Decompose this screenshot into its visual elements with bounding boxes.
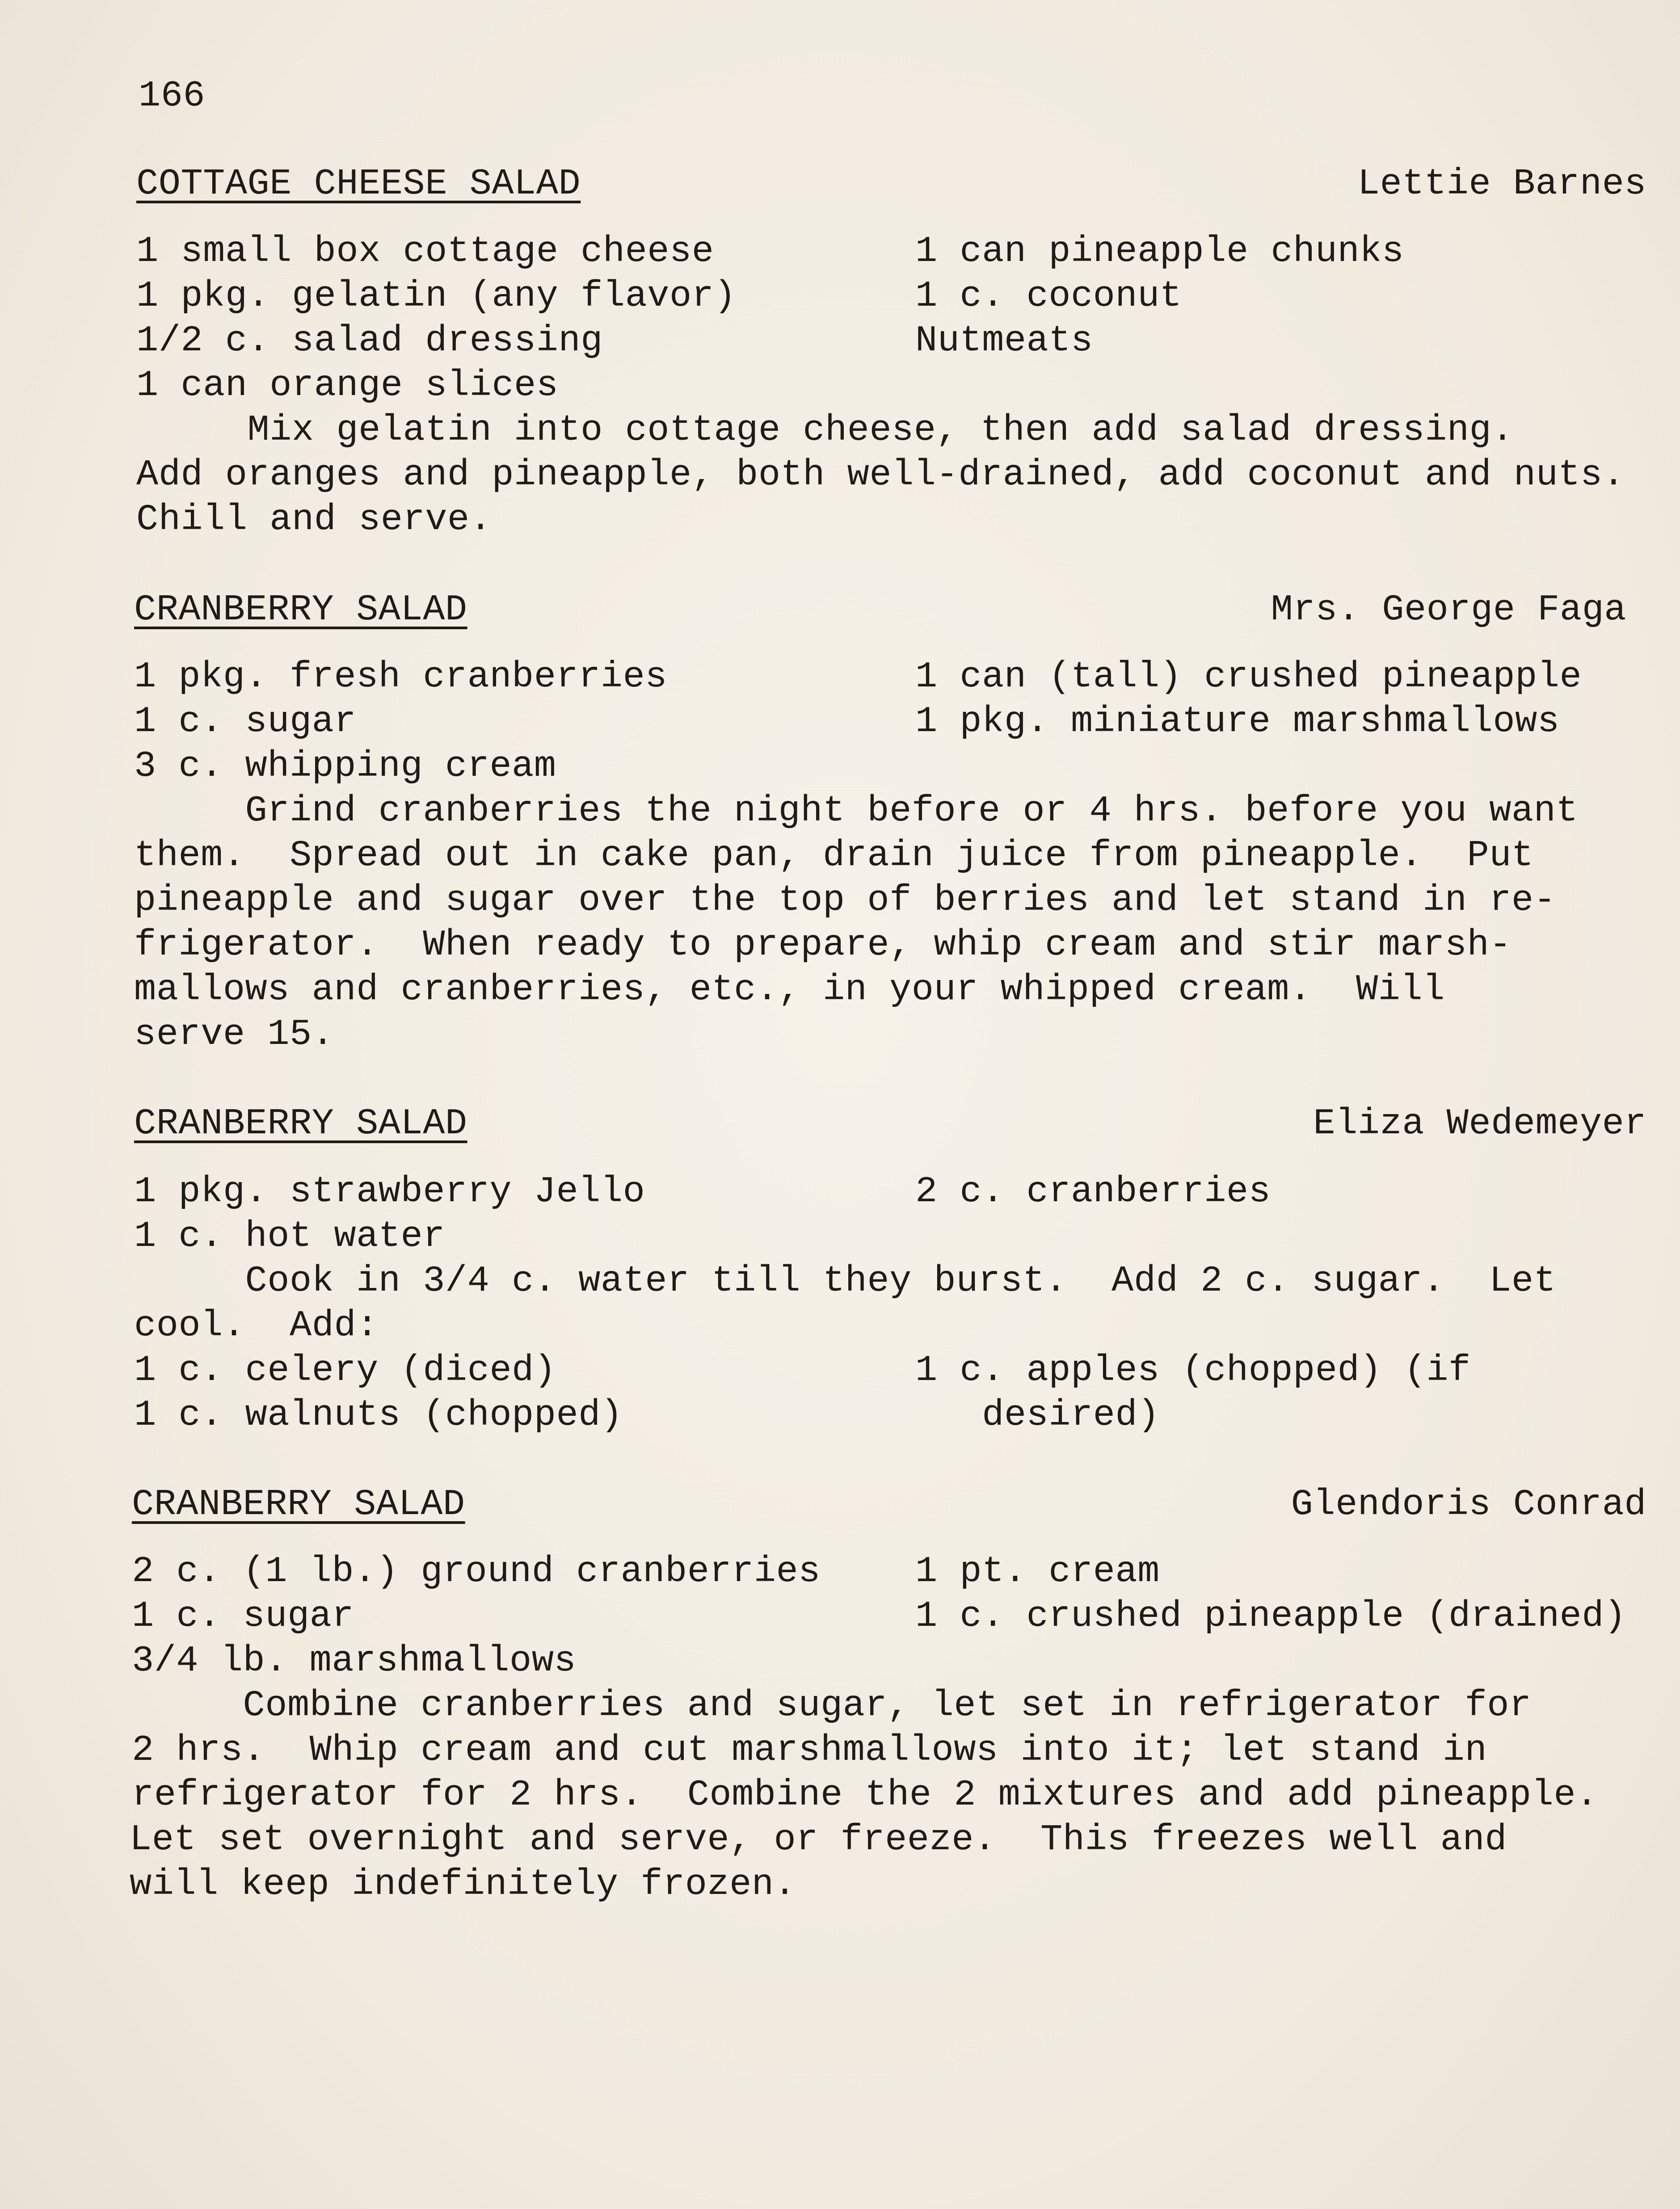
direction-line: 2 hrs. Whip cream and cut marshmallows into it; let stand in bbox=[132, 1729, 1487, 1771]
direction-line: pineapple and sugar over the top of berries and let stand in re- bbox=[134, 879, 1556, 921]
ingredient: 1 c. sugar bbox=[134, 701, 357, 742]
ingredient: 3 c. whipping cream bbox=[134, 745, 556, 787]
recipe-author: Lettie Barnes bbox=[1357, 163, 1646, 205]
ingredient: 2 c. cranberries bbox=[915, 1171, 1271, 1212]
direction-line: will keep indefinitely frozen. bbox=[130, 1864, 796, 1905]
ingredient: 1 c. celery (diced) bbox=[134, 1350, 556, 1391]
recipe-title: COTTAGE CHEESE SALAD bbox=[136, 163, 581, 205]
direction-line: cool. Add: bbox=[134, 1305, 379, 1346]
direction-line: Mix gelatin into cottage cheese, then add salad dressing. bbox=[136, 409, 1514, 451]
direction-line: Cook in 3/4 c. water till they burst. Add 2 c. sugar. Let bbox=[134, 1260, 1556, 1302]
ingredient: 1 can pineapple chunks bbox=[915, 231, 1404, 272]
direction-line: them. Spread out in cake pan, drain juice from pineapple. Put bbox=[134, 835, 1534, 876]
ingredient: 1 c. walnuts (chopped) bbox=[134, 1394, 623, 1436]
ingredient: 1 pt. cream bbox=[915, 1551, 1160, 1592]
direction-line: Add oranges and pineapple, both well-drained, add coconut and nuts. bbox=[136, 454, 1625, 496]
ingredient: 1 small box cottage cheese bbox=[136, 231, 714, 272]
direction-line: serve 15. bbox=[134, 1014, 334, 1055]
direction-line: frigerator. When ready to prepare, whip cream and stir marsh- bbox=[134, 924, 1512, 966]
direction-line: refrigerator for 2 hrs. Combine the 2 mixtures and add pineapple. bbox=[132, 1774, 1598, 1816]
ingredient: 1 c. crushed pineapple (drained) bbox=[915, 1595, 1626, 1637]
ingredient: Nutmeats bbox=[915, 320, 1093, 362]
direction-line: mallows and cranberries, etc., in your whipped cream. Will bbox=[134, 969, 1445, 1010]
ingredient: desired) bbox=[915, 1394, 1160, 1436]
ingredient: 3/4 lb. marshmallows bbox=[132, 1640, 577, 1682]
recipe-author: Eliza Wedemeyer bbox=[1313, 1103, 1646, 1144]
ingredient: 1 c. apples (chopped) (if bbox=[915, 1350, 1471, 1391]
recipe-title: CRANBERRY SALAD bbox=[134, 589, 467, 631]
ingredient: 1 c. hot water bbox=[134, 1216, 445, 1257]
direction-line: Chill and serve. bbox=[136, 499, 492, 540]
direction-line: Combine cranberries and sugar, let set in refrigerator for bbox=[132, 1685, 1532, 1726]
ingredient: 1 pkg. strawberry Jello bbox=[134, 1171, 645, 1212]
recipe-title: CRANBERRY SALAD bbox=[132, 1484, 465, 1525]
ingredient: 1 pkg. gelatin (any flavor) bbox=[136, 275, 737, 317]
ingredient: 1 c. coconut bbox=[915, 275, 1182, 317]
direction-line: Grind cranberries the night before or 4 hrs. before you want bbox=[134, 790, 1579, 832]
ingredient: 1 pkg. miniature marshmallows bbox=[915, 701, 1560, 742]
ingredient: 1 can (tall) crushed pineapple bbox=[915, 656, 1582, 698]
page-number: 166 bbox=[139, 75, 206, 117]
recipe-author: Glendoris Conrad bbox=[1291, 1484, 1646, 1525]
direction-line: Let set overnight and serve, or freeze. This freezes well and bbox=[130, 1819, 1507, 1860]
ingredient: 1 can orange slices bbox=[136, 365, 559, 406]
ingredient: 1 c. sugar bbox=[132, 1595, 354, 1637]
ingredient: 2 c. (1 lb.) ground cranberries bbox=[132, 1551, 821, 1592]
ingredient: 1/2 c. salad dressing bbox=[136, 320, 603, 362]
ingredient: 1 pkg. fresh cranberries bbox=[134, 656, 667, 698]
recipe-author: Mrs. George Faga bbox=[1271, 589, 1626, 631]
recipe-title: CRANBERRY SALAD bbox=[134, 1103, 467, 1144]
